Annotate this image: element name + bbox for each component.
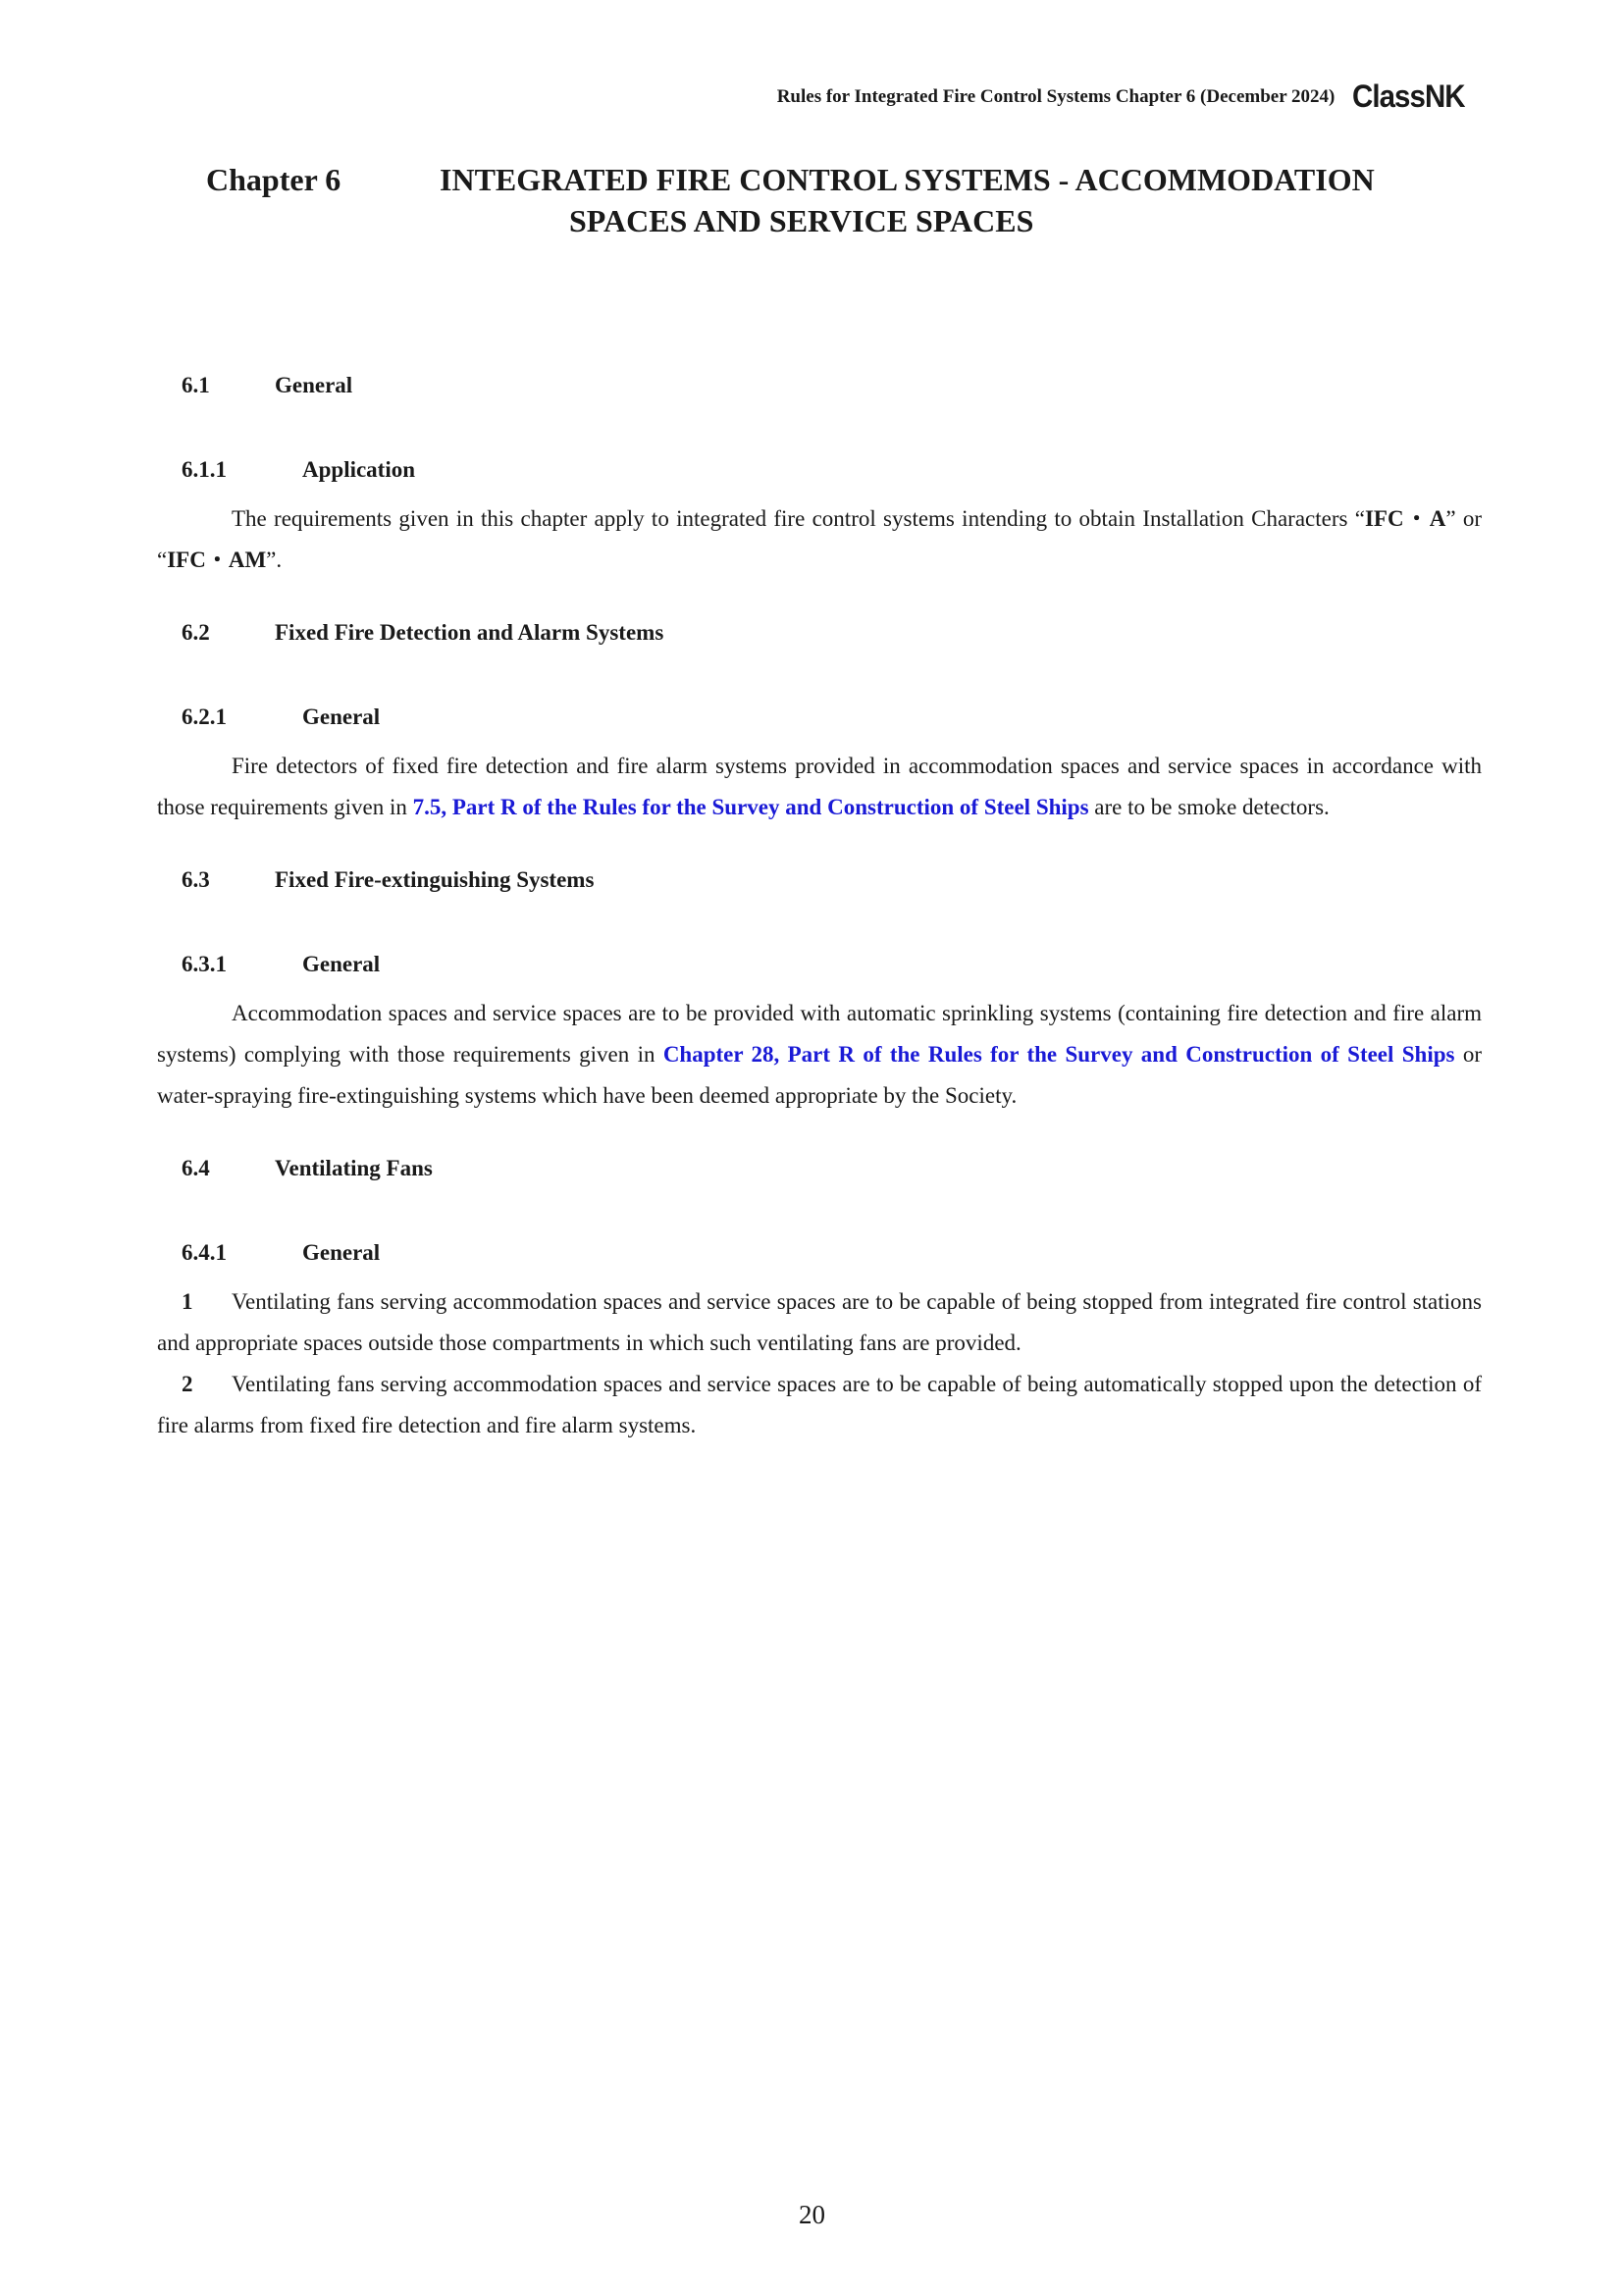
subsection-title: Application [302, 457, 416, 482]
chapter-title-line2: SPACES AND SERVICE SPACES [569, 203, 1034, 238]
classnk-logo: ClassNK [1352, 78, 1466, 114]
paragraph-number: 2 [182, 1372, 193, 1396]
subsection-heading-6-4-1 [157, 1240, 1482, 1270]
section-title: Fixed Fire-extinguishing Systems [275, 867, 595, 892]
numbered-paragraph-2 [157, 1364, 1482, 1446]
text-run: The requirements given in this chapter apply to integrated fire control systems intending to obtain Installation Characters “ [232, 506, 1365, 531]
subsection-number: 6.1.1 [182, 457, 227, 482]
text-run: Accommodation spaces and service spaces are to be provided with automatic sprinkling systems (containing fire detection and fire alarm systems) complying with those requirements given in [157, 1001, 1482, 1067]
subsection-heading-6-1-1 [157, 457, 1482, 487]
page-number: 20 [799, 2200, 825, 2229]
paragraph-6-2-1 [157, 746, 1482, 828]
text-run: or water-spraying fire-extinguishing systems which have been deemed appropriate by the Society. [157, 1042, 1482, 1108]
section-title: General [275, 373, 353, 397]
paragraph-text: Ventilating fans serving accommodation spaces and service spaces are to be capable of being automatically stopped upon the detection of fire alarms from fixed fire detection and fire alarm systems. [157, 1372, 1482, 1437]
section-number: 6.1 [182, 373, 210, 397]
installation-character-ifc-am: IFC・AM [167, 548, 267, 572]
section-title: Ventilating Fans [275, 1156, 433, 1180]
subsection-title: General [302, 1240, 381, 1265]
paragraph-6-3-1 [157, 993, 1482, 1117]
text-run: ” or “ [157, 506, 1482, 572]
running-title: Rules for Integrated Fire Control Systems Chapter 6 (December 2024) [776, 85, 1336, 107]
rule-reference-link[interactable]: Chapter 28, Part R of the Rules for the Survey and Construction of Steel Ships [662, 1042, 1455, 1067]
text-run: ”. [266, 548, 283, 572]
running-header [777, 78, 1475, 115]
section-heading-6-1 [157, 373, 1482, 402]
numbered-paragraph-1 [157, 1281, 1482, 1364]
section-title: Fixed Fire Detection and Alarm Systems [275, 620, 664, 645]
subsection-title: General [302, 952, 381, 976]
text-run: are to be smoke detectors. [1088, 795, 1330, 819]
subsection-number: 6.4.1 [182, 1240, 227, 1265]
chapter-title-line1: INTEGRATED FIRE CONTROL SYSTEMS - ACCOMMODATION [440, 162, 1375, 197]
subsection-heading-6-2-1 [157, 704, 1482, 734]
paragraph-text: Ventilating fans serving accommodation spaces and service spaces are to be capable of being stopped from integrated fire control stations and appropriate spaces outside those compartments in which such ventilating fans are provided. [157, 1289, 1482, 1355]
paragraph-6-1-1 [157, 498, 1482, 581]
chapter-label: Chapter 6 [206, 162, 341, 197]
subsection-number: 6.3.1 [182, 952, 227, 976]
rule-reference-link[interactable]: 7.5, Part R of the Rules for the Survey and Construction of Steel Ships [412, 795, 1089, 819]
subsection-heading-6-3-1 [157, 952, 1482, 981]
installation-character-ifc-a: IFC・A [1364, 506, 1446, 531]
section-heading-6-3 [157, 867, 1482, 897]
section-number: 6.4 [182, 1156, 210, 1180]
section-heading-6-2 [157, 620, 1482, 650]
document-body [157, 373, 1482, 1446]
subsection-number: 6.2.1 [182, 704, 227, 729]
subsection-title: General [302, 704, 381, 729]
section-heading-6-4 [157, 1156, 1482, 1185]
paragraph-number: 1 [182, 1289, 193, 1314]
text-run: Fire detectors of fixed fire detection and fire alarm systems provided in accommodation spaces and service spaces in accordance with those requirements given in [157, 754, 1482, 819]
section-number: 6.2 [182, 620, 210, 645]
section-number: 6.3 [182, 867, 210, 892]
